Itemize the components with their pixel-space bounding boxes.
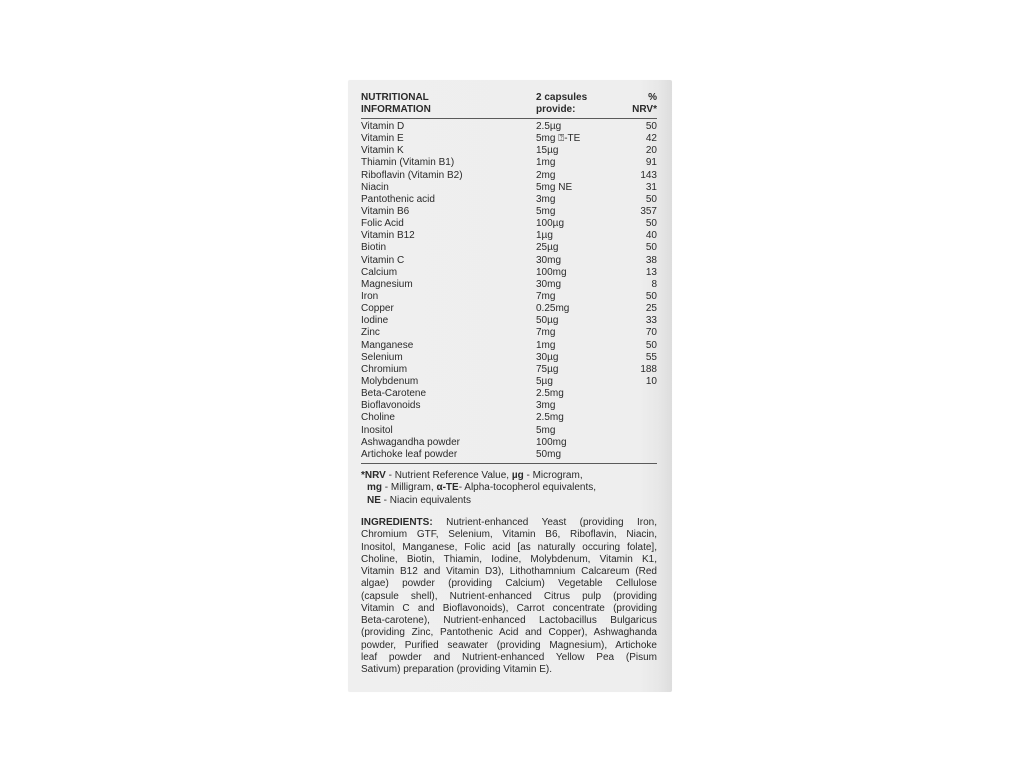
footnote-definition: - Niacin equivalents — [380, 494, 471, 506]
header-amount-line2: provide: — [536, 103, 576, 115]
nutrient-name: Biotin — [361, 242, 387, 254]
ingredients-line: Beta-carotene), Nutrient-enhanced Lactobacillus Bulgaricus — [361, 615, 657, 627]
header-nutrient-line2: INFORMATION — [361, 103, 431, 115]
nutrient-nrv: 20 — [645, 145, 657, 157]
label-content — [361, 92, 657, 676]
ingredients-paragraph — [361, 517, 657, 676]
nutrient-name: Pantothenic acid — [361, 193, 435, 205]
nutrient-nrv: 91 — [645, 157, 657, 169]
nutrient-amount: 3mg — [536, 400, 556, 412]
nutrient-amount: 3mg — [536, 193, 556, 205]
nutrient-name: Artichoke leaf powder — [361, 448, 458, 460]
nutrient-nrv: 50 — [645, 218, 657, 230]
nutrient-nrv: 42 — [645, 133, 657, 145]
ingredients-line: (providing Zinc, Pantothenic Acid and Copper), Ashwaghanda — [361, 627, 657, 639]
nutrient-row — [361, 230, 657, 242]
nutrient-amount: 100mg — [536, 436, 567, 448]
footnote-abbr: *NRV — [361, 469, 386, 481]
nutrient-row — [361, 279, 657, 291]
nutrient-row — [361, 315, 657, 327]
table-divider — [361, 463, 657, 464]
nutrient-name: Chromium — [361, 363, 408, 375]
nutrient-amount: 2.5mg — [536, 388, 564, 400]
nutrient-amount: 75µg — [536, 363, 559, 375]
nutrient-amount: 100mg — [536, 266, 567, 278]
nutrient-row — [361, 388, 657, 400]
nutrient-amount: 25µg — [536, 242, 559, 254]
nutrient-name: Vitamin B12 — [361, 230, 415, 242]
nutrient-name: Vitamin K — [361, 145, 404, 157]
nutrient-nrv: 50 — [645, 242, 657, 254]
nutrient-nrv: 55 — [645, 351, 657, 363]
nutrient-name: Vitamin C — [361, 254, 405, 266]
nutrient-name: Vitamin D — [361, 121, 405, 132]
nutrient-amount: 15µg — [536, 145, 559, 157]
nutrient-row — [361, 206, 657, 218]
nutrient-row — [361, 291, 657, 303]
ingredients-line: powder, Purified seawater (providing Magnesium), Artichoke — [361, 639, 657, 651]
nutrient-name: Riboflavin (Vitamin B2) — [361, 169, 463, 181]
header-divider — [361, 118, 657, 119]
nutrient-name: Vitamin B6 — [361, 205, 410, 217]
header-nutrient — [361, 92, 536, 116]
nutrient-amount: 7mg — [536, 290, 556, 302]
nutrient-name: Selenium — [361, 351, 403, 363]
nutrient-amount: 1mg — [536, 339, 556, 351]
ingredients-line: algae) powder (providing Calcium) Vegetable Cellulose — [361, 578, 657, 590]
footnote-abbr: NE — [367, 494, 381, 506]
nutrient-row — [361, 340, 657, 352]
nutrient-amount: 0.25mg — [536, 303, 570, 315]
nutrient-amount: 5µg — [536, 375, 553, 387]
footnote-line — [361, 495, 657, 507]
nutrient-amount: 1mg — [536, 157, 556, 169]
footnote-abbr: µg — [511, 469, 524, 481]
header-nrv-line1: % — [648, 92, 657, 103]
nutrient-row — [361, 267, 657, 279]
nutrient-amount: 5mg — [536, 424, 556, 436]
nutrient-row — [361, 449, 657, 461]
nutrient-name: Niacin — [361, 181, 389, 193]
header-amount-line1: 2 capsules — [536, 92, 588, 103]
ingredients-line: Vitamin B12 and Vitamin D3), Lithothamnium Calcareum (Red — [361, 566, 657, 578]
nutrient-amount: 5mg ⍰-TE — [536, 133, 581, 145]
nutrient-nrv: 33 — [645, 315, 657, 327]
footnote — [361, 470, 657, 507]
nutrient-nrv: 50 — [645, 193, 657, 205]
nutrient-amount: 30mg — [536, 278, 562, 290]
nutrient-nrv: 70 — [645, 327, 657, 339]
ingredients-text: Nutrient-enhanced Yeast (providing Iron, — [446, 517, 657, 529]
nutrient-name: Zinc — [361, 327, 380, 339]
header-amount — [536, 92, 632, 116]
nutrient-name: Choline — [361, 412, 395, 424]
nutrient-name: Iodine — [361, 315, 389, 327]
nutrient-name: Manganese — [361, 339, 414, 351]
footnote-definition: - Microgram, — [523, 469, 583, 481]
nutrient-row — [361, 376, 657, 388]
nutrient-name: Molybdenum — [361, 375, 419, 387]
footnote-line — [361, 482, 657, 494]
nutrient-name: Copper — [361, 303, 394, 315]
nutrient-nrv: 188 — [640, 363, 657, 375]
nutrient-name: Vitamin E — [361, 133, 404, 145]
nutrient-amount: 50µg — [536, 315, 559, 327]
nutrient-nrv: 38 — [645, 254, 657, 266]
footnote-definition: - Alpha-tocopherol equivalents, — [458, 482, 597, 494]
nutrient-amount: 5mg — [536, 205, 556, 217]
nutrient-row — [361, 242, 657, 254]
ingredients-line: (capsule shell), Nutrient-enhanced Citrus pulp (providing — [361, 590, 657, 602]
footnote-abbr: α-TE — [436, 482, 459, 494]
nutrient-amount: 2.5mg — [536, 412, 564, 424]
nutrient-row — [361, 327, 657, 339]
ingredients-line: Chromium GTF, Selenium, Vitamin B6, Riboflavin, Niacin, — [361, 529, 657, 541]
nutrient-amount: 30mg — [536, 254, 562, 266]
nutrient-row — [361, 170, 657, 182]
nutrient-amount: 100µg — [536, 218, 565, 230]
ingredients-line — [361, 517, 657, 529]
nutrient-nrv: 25 — [645, 303, 657, 315]
nutrient-row — [361, 145, 657, 157]
nutrient-amount: 50mg — [536, 448, 562, 460]
nutrient-amount: 30µg — [536, 351, 559, 363]
nutrient-row — [361, 255, 657, 267]
header-nrv-line2: NRV* — [632, 103, 657, 115]
ingredients-line: Vitamin C and Bioflavonoids), Carrot concentrate (providing — [361, 602, 657, 614]
nutrient-amount: 2mg — [536, 169, 556, 181]
nutrient-name: Magnesium — [361, 278, 413, 290]
ingredients-line: Inositol, Manganese, Folic acid [as naturally occuring folate], — [361, 541, 657, 553]
header-nutrient-line1: NUTRITIONAL — [361, 92, 429, 103]
nutrient-nrv: 10 — [645, 375, 657, 387]
nutrient-amount: 1µg — [536, 230, 553, 242]
nutrient-row — [361, 157, 657, 169]
nutrient-row — [361, 218, 657, 230]
nutrient-nrv: 357 — [640, 205, 657, 217]
nutrient-row — [361, 133, 657, 145]
nutrient-row — [361, 400, 657, 412]
nutrient-name: Thiamin (Vitamin B1) — [361, 157, 455, 169]
ingredients-line: Sativum) preparation (providing Vitamin E). — [361, 664, 553, 676]
nutrient-nrv: 13 — [645, 266, 657, 278]
nutrient-name: Iron — [361, 290, 379, 302]
nutrient-row — [361, 352, 657, 364]
nutrient-nrv: 31 — [645, 181, 657, 193]
footnote-line — [361, 470, 657, 482]
ingredients-label: INGREDIENTS: — [361, 517, 433, 529]
nutrient-name: Folic Acid — [361, 218, 404, 230]
nutrient-row — [361, 194, 657, 206]
nutrient-row — [361, 182, 657, 194]
nutrient-nrv: 40 — [645, 230, 657, 242]
nutrient-nrv: 50 — [645, 339, 657, 351]
nutrient-nrv: 8 — [651, 278, 657, 290]
footnote-definition: - Nutrient Reference Value, — [385, 469, 512, 481]
ingredients-line: leaf powder and Nutrient-enhanced Yellow Pea (Pisum — [361, 651, 657, 663]
nutrient-table-body — [361, 121, 657, 461]
nutrient-row — [361, 364, 657, 376]
nutrient-amount: 5mg NE — [536, 181, 573, 193]
nutrient-row — [361, 303, 657, 315]
nutrient-row — [361, 412, 657, 424]
nutrient-name: Calcium — [361, 266, 398, 278]
nutrient-nrv: 50 — [645, 121, 657, 132]
nutrition-table-header — [361, 92, 657, 116]
footnote-abbr: mg — [367, 482, 382, 494]
nutrient-name: Inositol — [361, 424, 393, 436]
footnote-definition: - Milligram, — [382, 482, 437, 494]
ingredients-line: Choline, Biotin, Thiamin, Iodine, Molybdenum, Vitamin K1, — [361, 553, 657, 565]
nutrient-nrv: 143 — [640, 169, 657, 181]
nutrient-nrv: 50 — [645, 290, 657, 302]
nutrient-amount: 2.5µg — [536, 121, 562, 132]
nutrient-name: Beta-Carotene — [361, 388, 427, 400]
header-nrv — [632, 92, 657, 116]
label-panel — [348, 80, 672, 692]
nutrient-row — [361, 437, 657, 449]
nutrient-name: Bioflavonoids — [361, 400, 421, 412]
nutrient-amount: 7mg — [536, 327, 556, 339]
nutrient-name: Ashwagandha powder — [361, 436, 460, 448]
nutrient-row — [361, 121, 657, 133]
nutrient-row — [361, 425, 657, 437]
